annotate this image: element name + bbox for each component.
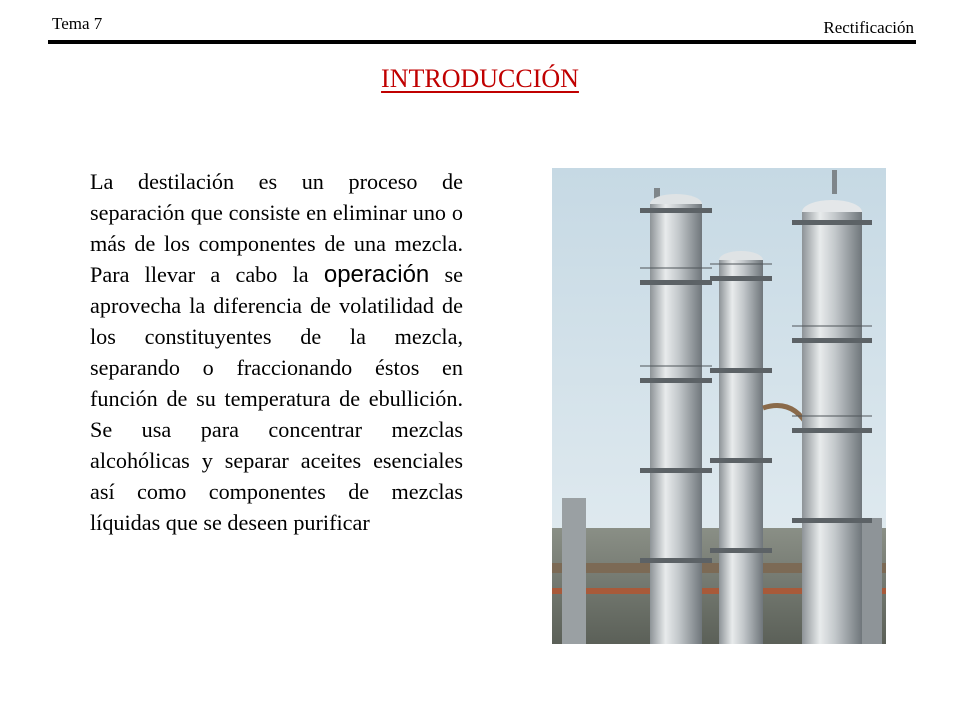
paragraph-text-end: se aprovecha la diferencia de volatilidad de los constituyentes de la mezcla, separando o fraccionando éstos en función de su temperatura de ebullición. Se usa para concentrar mezclas alcohólicas y separar aceites esenciales así como componentes de mezclas líquidas que se deseen purificar xyxy=(90,262,463,535)
paragraph-emphasis: operación xyxy=(323,261,430,288)
right-column xyxy=(792,170,872,644)
intro-paragraph xyxy=(90,166,463,538)
page-title: INTRODUCCIÓN xyxy=(381,64,579,93)
distillation-columns-photo xyxy=(552,168,886,644)
topic-label: Rectificación xyxy=(823,18,914,37)
paragraph-text-start: La destilación es un proceso de separación que consiste en eliminar uno o más de los componentes de una mezcla. Para llevar a cabo la xyxy=(90,169,463,287)
left-column xyxy=(640,188,712,644)
chapter-label: Tema 7 xyxy=(52,14,103,33)
header-divider xyxy=(48,40,916,44)
